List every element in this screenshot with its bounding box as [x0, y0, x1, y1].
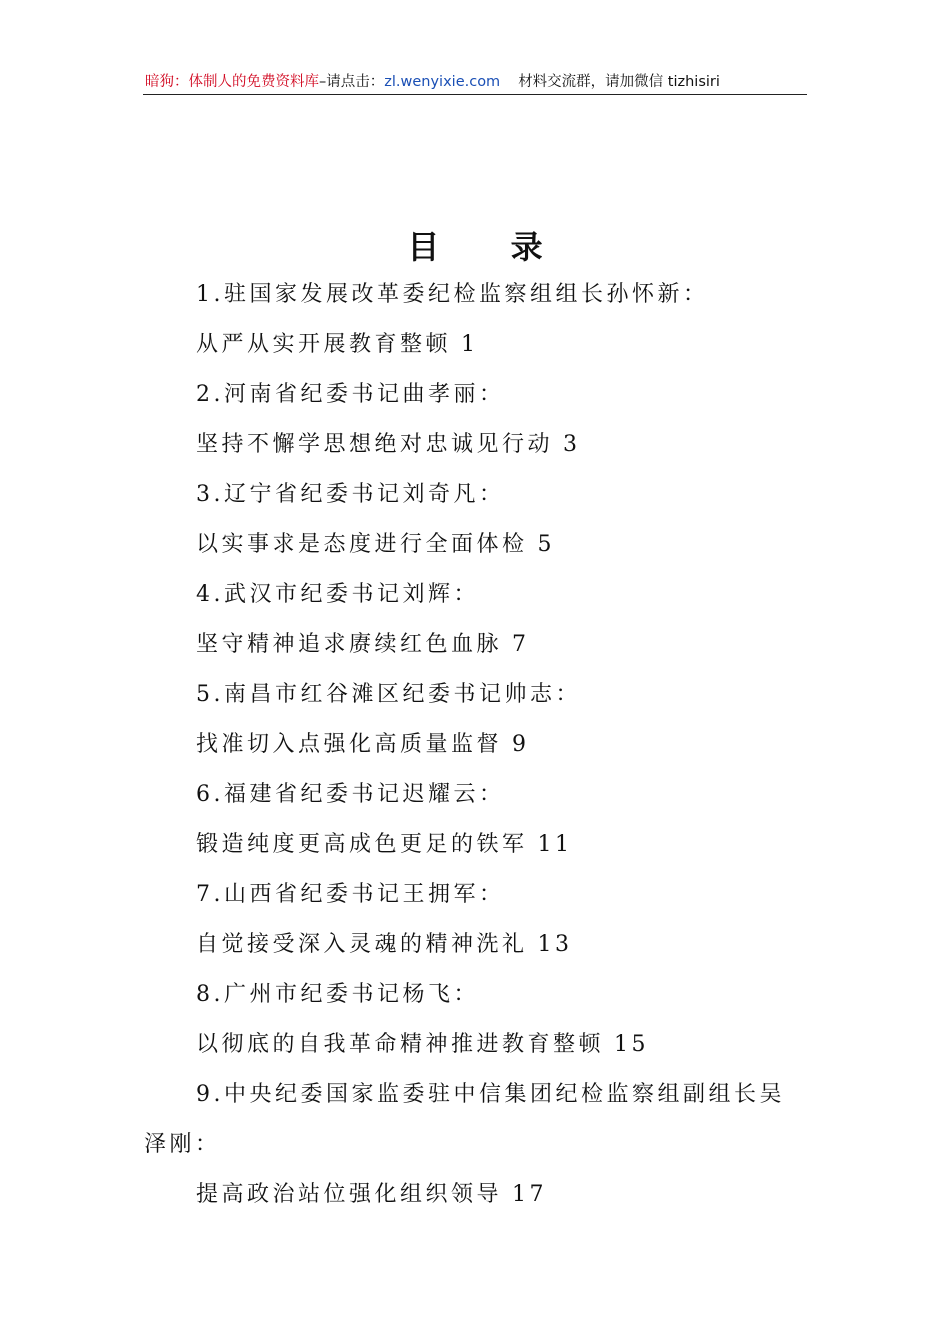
- toc-title: 目 录: [407, 228, 573, 266]
- header-divider: [143, 94, 807, 95]
- toc-page-number: 15: [614, 1032, 650, 1057]
- toc-subtitle-text: 锻造纯度更高成色更足的铁军: [196, 832, 528, 857]
- header-site-name: 暗狗：体制人的免费资料库: [145, 74, 319, 90]
- toc-entry-heading[interactable]: 9.中央纪委国家监委驻中信集团纪检监察组副组长吴: [196, 1082, 785, 1107]
- toc-subtitle-text: 以彻底的自我革命精神推进教育整顿: [196, 1032, 605, 1057]
- toc-entry-subtitle[interactable]: [196, 320, 479, 370]
- header-url-link[interactable]: zl.wenyixie.com: [384, 74, 501, 90]
- toc-entry-subtitle[interactable]: [196, 620, 530, 670]
- toc-entry-subtitle[interactable]: [196, 920, 573, 970]
- toc-page-number: 3: [563, 432, 581, 457]
- toc-entry-subtitle[interactable]: [196, 520, 555, 570]
- toc-entry-heading-continuation[interactable]: 泽刚：: [144, 1132, 221, 1157]
- toc-entry-heading[interactable]: 2.河南省纪委书记曲孝丽：: [196, 382, 505, 407]
- toc-page-number: 17: [512, 1182, 548, 1207]
- toc-page-number: 11: [537, 832, 573, 857]
- toc-entry-subtitle[interactable]: [196, 1020, 649, 1070]
- header-click-prompt: –请点击：: [319, 74, 385, 90]
- toc-subtitle-text: 坚持不懈学思想绝对忠诚见行动: [196, 432, 554, 457]
- toc-entry-heading[interactable]: 4.武汉市纪委书记刘辉：: [196, 582, 479, 607]
- toc-entry-subtitle[interactable]: [196, 820, 573, 870]
- toc-entry-subtitle[interactable]: [196, 420, 581, 470]
- page-header: [145, 70, 807, 94]
- toc-subtitle-text: 从严从实开展教育整顿: [196, 332, 452, 357]
- toc-subtitle-text: 以实事求是态度进行全面体检: [196, 532, 528, 557]
- toc-entry-heading[interactable]: 5.南昌市红谷滩区纪委书记帅志：: [196, 682, 581, 707]
- toc-page-number: 9: [512, 732, 530, 757]
- toc-page-number: 13: [537, 932, 573, 957]
- toc-page-number: 5: [537, 532, 556, 557]
- toc-entry-heading[interactable]: 6.福建省纪委书记迟耀云：: [196, 782, 505, 807]
- toc-entry-heading[interactable]: 8.广州市纪委书记杨飞：: [196, 982, 479, 1007]
- toc-entry-heading[interactable]: 7.山西省纪委书记王拥军：: [196, 882, 505, 907]
- toc-subtitle-text: 自觉接受深入灵魂的精神洗礼: [196, 932, 528, 957]
- toc-entry-heading[interactable]: 1.驻国家发展改革委纪检监察组组长孙怀新：: [196, 282, 709, 307]
- toc-subtitle-text: 提高政治站位强化组织领导: [196, 1182, 503, 1207]
- toc-entry-heading[interactable]: 3.辽宁省纪委书记刘奇凡：: [196, 482, 505, 507]
- toc-subtitle-text: 找准切入点强化高质量监督: [196, 732, 503, 757]
- toc-page-number: 7: [512, 632, 530, 657]
- toc-page-number: 1: [461, 332, 479, 357]
- header-wechat-note: 材料交流群，请加微信 tizhisiri: [518, 74, 720, 90]
- toc-subtitle-text: 坚守精神追求赓续红色血脉: [196, 632, 503, 657]
- toc-entry-subtitle[interactable]: [196, 720, 530, 770]
- toc-entry-subtitle[interactable]: [196, 1170, 547, 1220]
